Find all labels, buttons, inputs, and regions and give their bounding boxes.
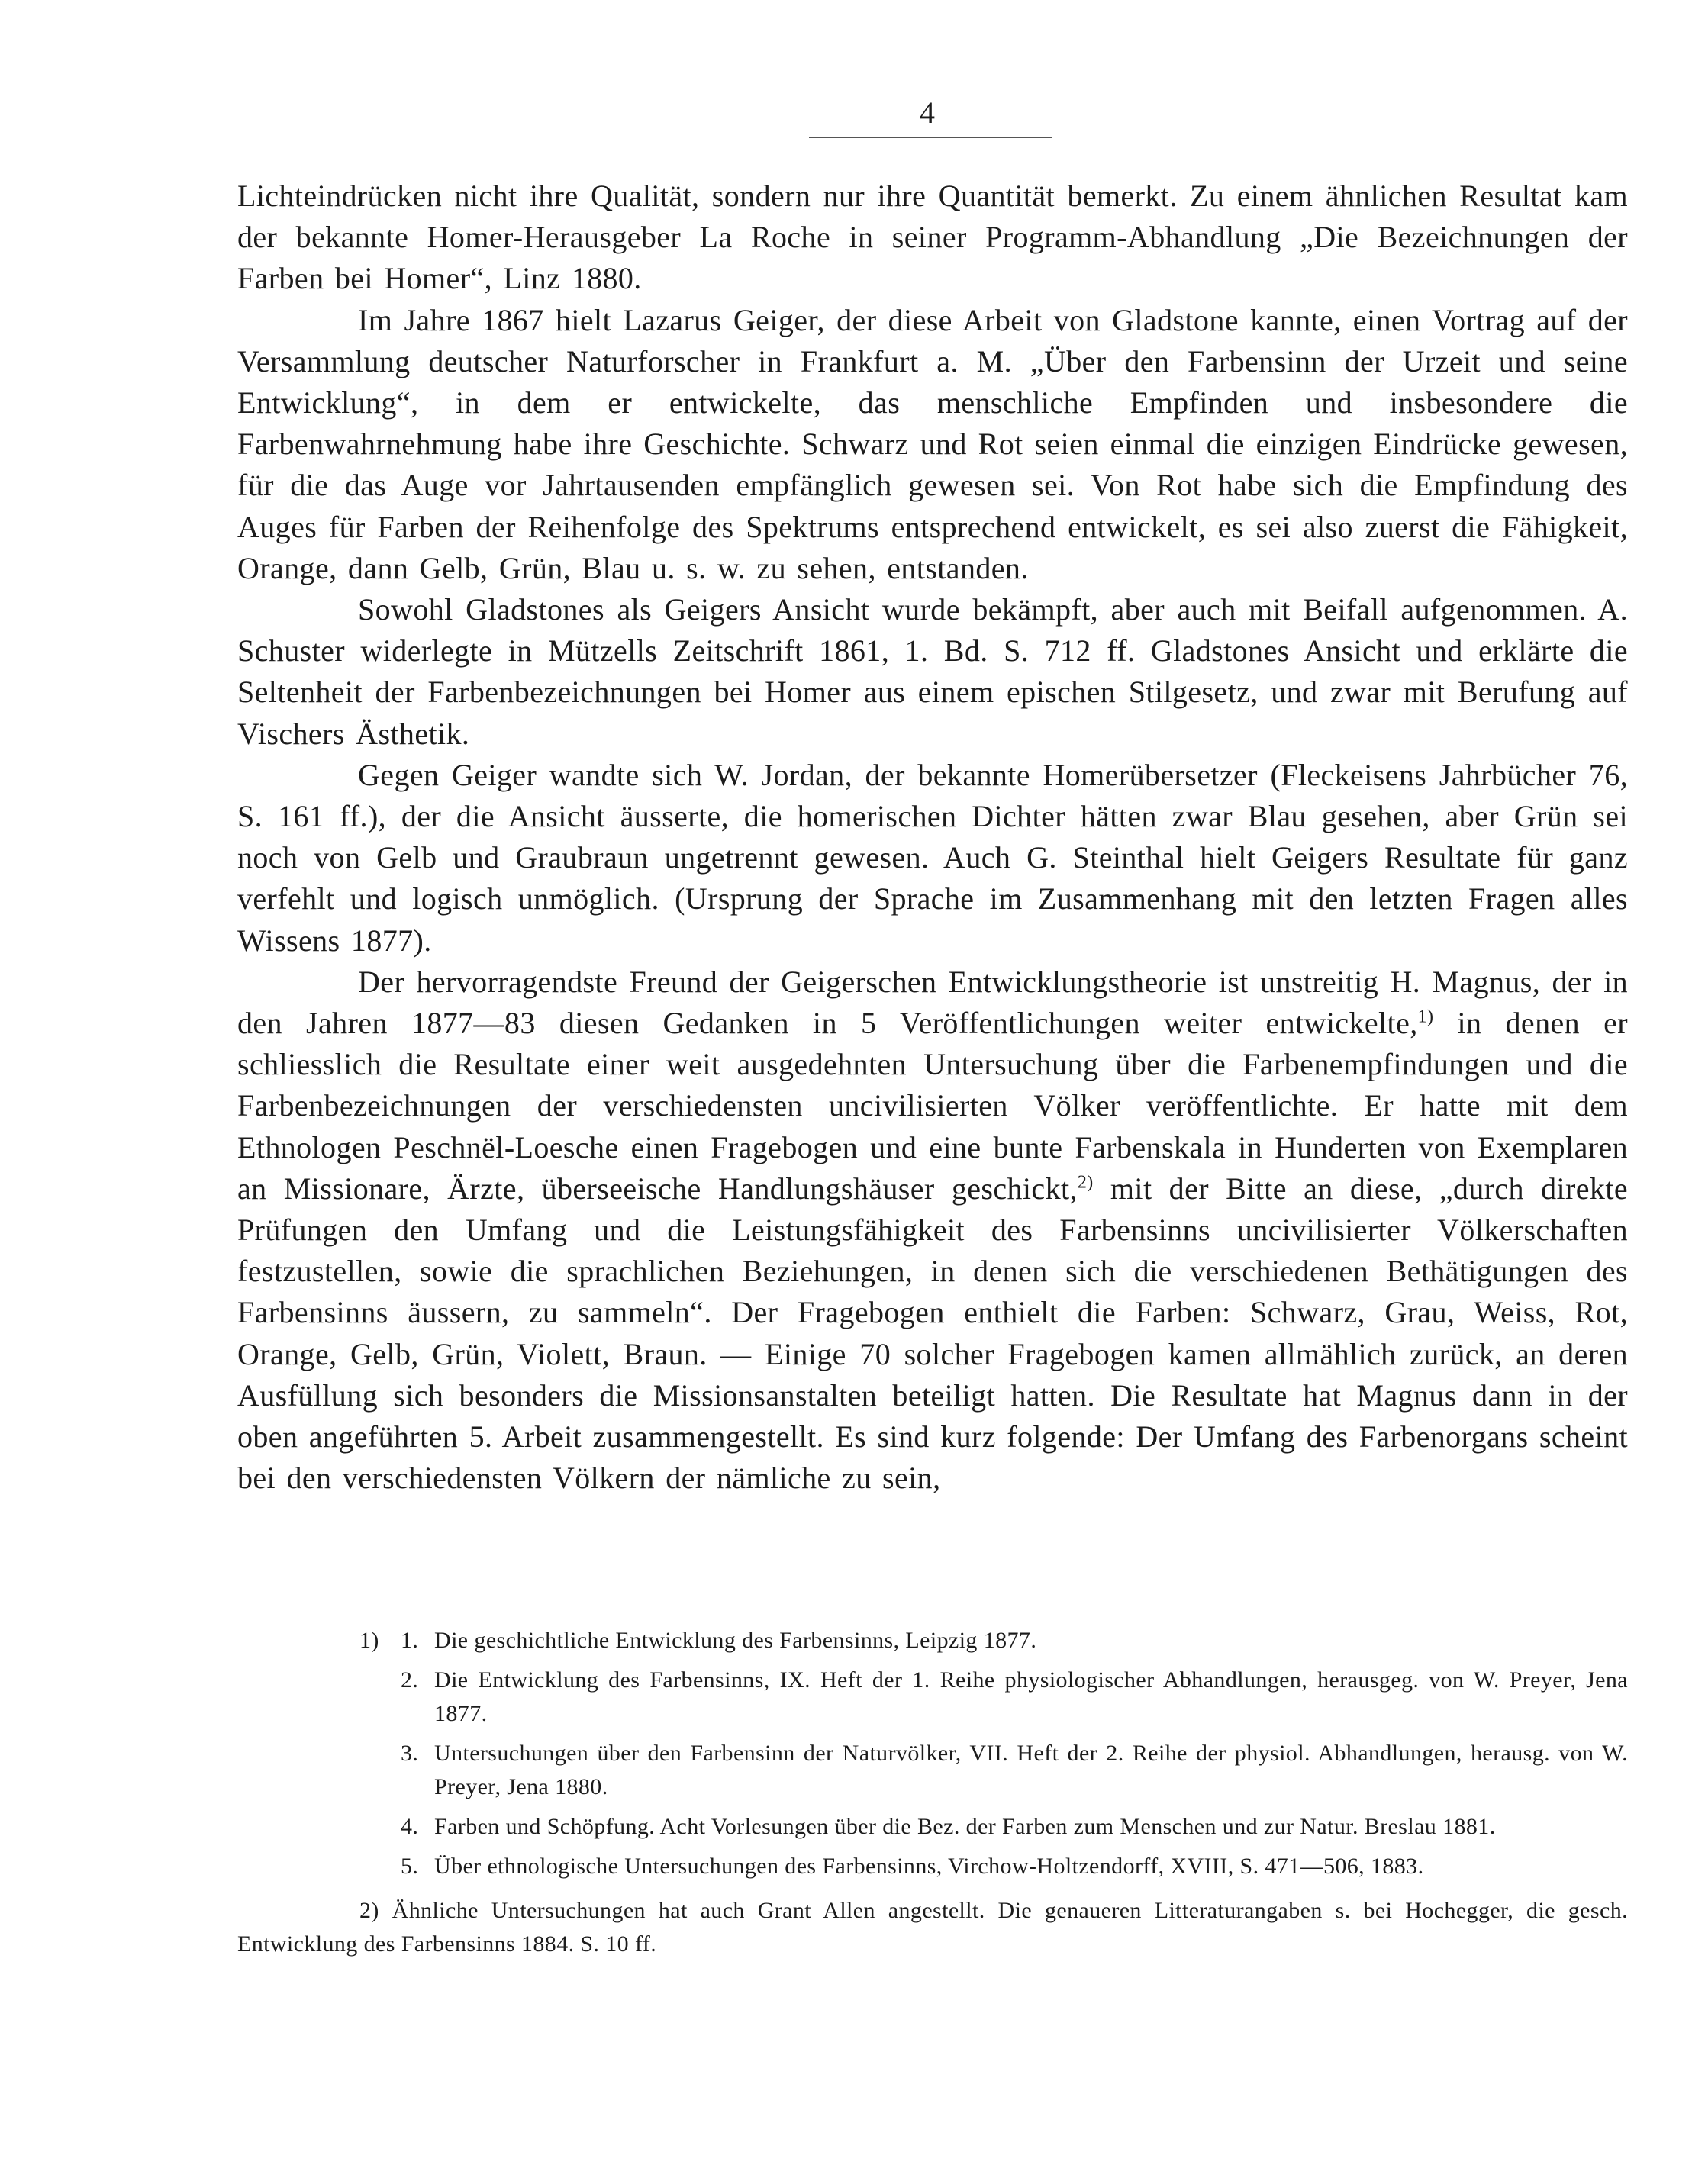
footnote-1-item (237, 1664, 1628, 1731)
footnote-1-item (237, 1810, 1628, 1844)
paragraph-text: Sowohl Gladstones als Geigers Ansicht wurde bekämpft, aber auch mit Beifall aufgenommen. A. Schuster widerlegte in Mützells Zeitschrift 1861, 1. Bd. S. 712 ff. Gladstones Ansicht und erklärte die Seltenheit der Farbenbezeichnungen bei Homer aus einem epischen Stilgesetz, und zwar mit Berufung auf Vischers Ästhetik. (237, 592, 1628, 751)
paragraph-text: Der hervorragendste Freund der Geigerschen Entwicklungstheorie ist unstreitig H. Magnus, der in den Jahren 1877—83 diesen Gedanken in 5 Veröffentlichungen weiter entwickelte, (237, 964, 1628, 1041)
paragraph-text: mit der Bitte an diese, „durch direkte Prüfungen den Umfang und die Leistungsfähigkeit des Farbensinns uncivilisierter Völkerschaften festzustellen, sowie die sprachlichen Beziehungen, in denen sich die verschiedenen Bethätigungen des Farbensinns äussern, zu sammeln“. Der Fragebogen enthielt die Farben: Schwarz, Grau, Weiss, Rot, Orange, Gelb, Grün, Violett, Braun. — Einige 70 solcher Fragebogen kamen allmählich zurück, an deren Ausfüllung sich besonders die Missionsanstalten beteiligt hatten. Die Resultate hat Magnus dann in der oben angeführten 5. Arbeit zusammengestellt. Es sind kurz folgende: Der Umfang des Farbenorgans scheint bei den verschiedensten Völkern der nämliche zu sein, (237, 1171, 1628, 1496)
paragraph (237, 755, 1628, 962)
header-rule (809, 137, 1052, 138)
footnote-sub-text: Die Entwicklung des Farbensinns, IX. Heft der 1. Reihe physiologischer Abhandlungen, herausgeg. von W. Preyer, Jena 1877. (434, 1667, 1628, 1726)
footnote-2: 2) Ähnliche Untersuchungen hat auch Grant Allen angestellt. Die genaueren Litteraturangaben s. bei Hochegger, die gesch. Entwicklung des Farbensinns 1884. S. 10 ff. (237, 1898, 1628, 1957)
footnote-sub-number: 2. (401, 1667, 419, 1693)
footnote-1-item (237, 1850, 1628, 1883)
paragraph (237, 962, 1628, 1499)
paragraph-text: Im Jahre 1867 hielt Lazarus Geiger, der diese Arbeit von Gladstone kannte, einen Vortrag auf der Versammlung deutscher Naturforscher in Frankfurt a. M. „Über den Farbensinn der Urzeit und seine Entwicklung“, in dem er entwickelte, das menschliche Empfinden und insbesondere die Farbenwahrnehmung habe ihre Geschichte. Schwarz und Rot seien einmal die einzigen Eindrücke gewesen, für die das Auge vor Jahrtausenden empfänglich gewesen sei. Von Rot habe sich die Empfindung des Auges für Farben der Reihenfolge des Spektrums entsprechend entwickelt, es sei also zuerst die Fähigkeit, Orange, dann Gelb, Grün, Blau u. s. w. zu sehen, entstanden. (237, 302, 1628, 585)
footnote-sub-number: 1. (401, 1628, 419, 1653)
paragraph (237, 300, 1628, 589)
footnote-ref-1[interactable]: 1) (1417, 1007, 1434, 1027)
footnote-ref-2[interactable]: 2) (1077, 1172, 1094, 1193)
paragraph-text: Gegen Geiger wandte sich W. Jordan, der bekannte Homerübersetzer (Fleckeisens Jahrbücher 76, S. 161 ff.), der die Ansicht äusserte, die homerischen Dichter hätten zwar Blau gesehen, aber Grün sei noch von Gelb und Graubraun ungetrennt gewesen. Auch G. Steinthal hielt Geigers Resultate für ganz verfehlt und logisch unmöglich. (Ursprung der Sprache im Zusammenhang mit den letzten Fragen alles Wissens 1877). (237, 757, 1628, 958)
paragraph-text: Lichteindrücken nicht ihre Qualität, sondern nur ihre Quantität bemerkt. Zu einem ähnlichen Resultat kam der bekannte Homer-Herausgeber La Roche in seiner Programm-Abhandlung „Die Bezeichnungen der Farben bei Homer“, Linz 1880. (237, 179, 1628, 296)
footnote-1-item (237, 1737, 1628, 1804)
footnote-1-item (237, 1624, 1628, 1657)
footnote-sub-number: 4. (401, 1814, 419, 1839)
footnote-sub-text: Über ethnologische Untersuchungen des Farbensinns, Virchow-Holtzendorff, XVIII, S. 471—506, 1883. (434, 1854, 1424, 1879)
paragraph (237, 176, 1628, 300)
main-text (237, 176, 1628, 1499)
footnote-sub-text: Die geschichtliche Entwicklung des Farbensinns, Leipzig 1877. (434, 1628, 1037, 1653)
paragraph (237, 589, 1628, 755)
footnote-sub-number: 5. (401, 1854, 419, 1879)
footnote-1-marker: 1) (359, 1628, 379, 1653)
footnotes (237, 1624, 1628, 1961)
page-number: 4 (920, 95, 935, 130)
footnote-sub-text: Farben und Schöpfung. Acht Vorlesungen über die Bez. der Farben zum Menschen und zur Natur. Breslau 1881. (434, 1814, 1496, 1839)
footnote-sub-text: Untersuchungen über den Farbensinn der Naturvölker, VII. Heft der 2. Reihe der physiol. Abhandlungen, herausg. von W. Preyer, Jena 1880. (434, 1741, 1628, 1799)
paragraph-text: in denen er schliesslich die Resultate einer weit ausgedehnten Untersuchung über die Farbenempfindungen und die Farbenbezeichnungen der verschiedensten uncivilisierten Völker veröffentlichte. Er hatte mit dem Ethnologen Peschnël-Loesche einen Fragebogen und eine bunte Farbenskala in Hunderten von Exemplaren an Missionare, Ärzte, überseeische Handlungshäuser geschickt, (237, 1006, 1629, 1206)
footnote-sub-number: 3. (401, 1741, 419, 1766)
